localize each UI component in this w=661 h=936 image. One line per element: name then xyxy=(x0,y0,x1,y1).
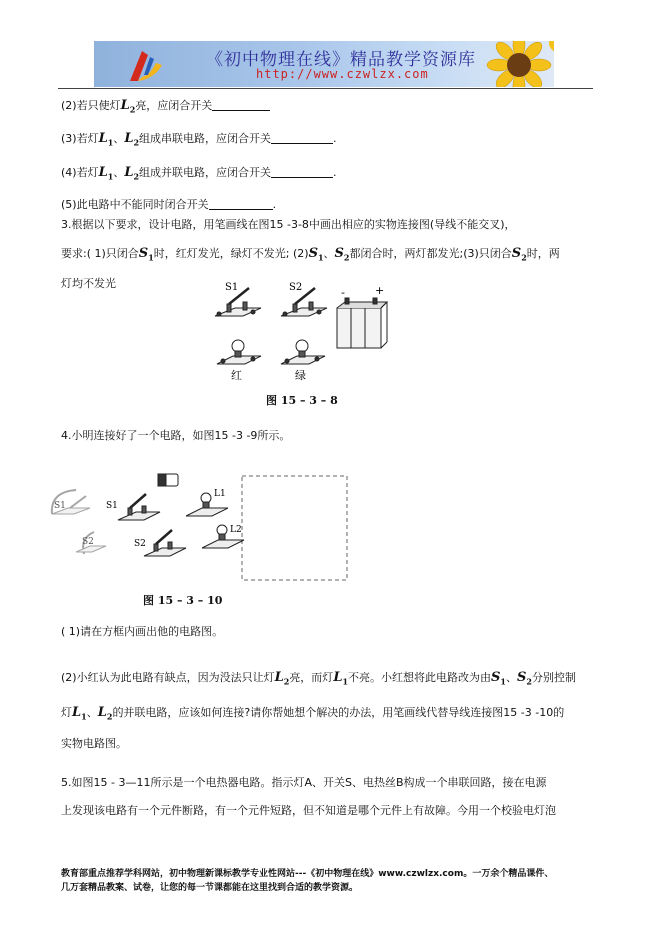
lamp-red xyxy=(217,340,261,364)
sunflower-icon xyxy=(474,41,554,87)
label-s1: S1 xyxy=(225,282,239,293)
footer-line-1: 教育部重点推荐学科网站，初中物理新课标教学专业性网站---《初中物理在线》www.czwlzx.com。一万余个精品课件、 xyxy=(61,869,554,879)
figure-15-3-8 xyxy=(205,278,395,393)
q2-line-5: (5)此电路中不能同时闭合开关 . xyxy=(61,198,277,211)
label-s2: S2 xyxy=(289,282,303,293)
switch-s1 xyxy=(118,494,160,520)
header-brand: 《初中物理在线》精品教学资源库 xyxy=(206,50,476,70)
figure-15-3-10 xyxy=(46,470,356,582)
q3-line-3: 灯均不发光 xyxy=(61,277,116,290)
label-l1: L1 xyxy=(214,489,226,499)
label-s1-faded: S1 xyxy=(54,501,66,511)
label-s1: S1 xyxy=(106,501,118,511)
caption-15-3-8: 图 15 – 3 – 8 xyxy=(266,394,338,407)
logo-icon xyxy=(124,45,168,85)
q3-line-1: 3.根据以下要求，设计电路，用笔画线在图15 -3-8中画出相应的实物连接图(导线不能交叉)， xyxy=(61,218,516,231)
q4-line-1: 4.小明连接好了一个电路，如图15 -3 -9所示。 xyxy=(61,429,291,442)
label-minus: - xyxy=(341,286,345,299)
header-url: http://www.czwlzx.com xyxy=(256,67,429,81)
q5-line-2: 上发现该电路有一个元件断路，有一个元件短路，但不知道是哪个元件上有故障。今用一个校验电灯泡 xyxy=(61,804,556,817)
header-banner xyxy=(94,41,554,87)
q4-sub-1: ( 1)请在方框内画出他的电路图。 xyxy=(61,625,224,638)
lamp-green xyxy=(281,340,325,364)
header-rule xyxy=(58,88,593,89)
q2-line-2: (2)若只使灯$L_2$亮，应闭合开关 xyxy=(61,98,270,118)
caption-15-3-10: 图 15 – 3 – 10 xyxy=(143,594,223,607)
footer-line-2: 几万套精品教案、试卷，让您的每一节课都能在这里找到合适的教学资源。 xyxy=(61,883,359,893)
label-s2-faded: S2 xyxy=(82,537,94,547)
label-l2: L2 xyxy=(230,525,242,535)
q4-sub-2-cont: 灯$L_1$、$L_2$的并联电路，应该如何连接?请你帮她想个解决的办法，用笔画线代替导线连接图15 -3 -10的 xyxy=(61,705,565,722)
label-red: 红 xyxy=(231,369,242,382)
answer-box xyxy=(242,476,347,580)
q4-sub-2: (2)小红认为此电路有缺点，因为没法只让灯$L_2$亮，而灯$L_1$不亮。小红想将此电路改为由$S_1$、$S_2$分别控制 xyxy=(61,670,576,687)
q5-line-1: 5.如图15 - 3—11所示是一个电热器电路。指示灯A、开关S、电热丝B构成一个串联回路，接在电源 xyxy=(61,776,547,789)
label-plus: + xyxy=(375,284,385,297)
switch-s2 xyxy=(144,530,186,556)
battery-icon xyxy=(337,298,387,348)
q2-line-3: (3)若灯$L_1$、$L_2$组成串联电路，应闭合开关 . xyxy=(61,131,337,148)
q2-line-4: (4)若灯$L_1$、$L_2$组成并联电路，应闭合开关 . xyxy=(61,165,337,182)
q3-line-2: 要求:( 1)只闭合$S_1$时，红灯发光，绿灯不发光; $(2)S_1$、$S_2$都闭合时，两灯都发光;(3)只闭合$S_2$时，两 xyxy=(61,246,560,263)
label-s2: S2 xyxy=(134,539,146,549)
label-green: 绿 xyxy=(295,369,306,382)
battery-icon xyxy=(158,474,178,486)
switch-s2 xyxy=(281,288,327,316)
q4-sub-2-end: 实物电路图。 xyxy=(61,737,127,750)
